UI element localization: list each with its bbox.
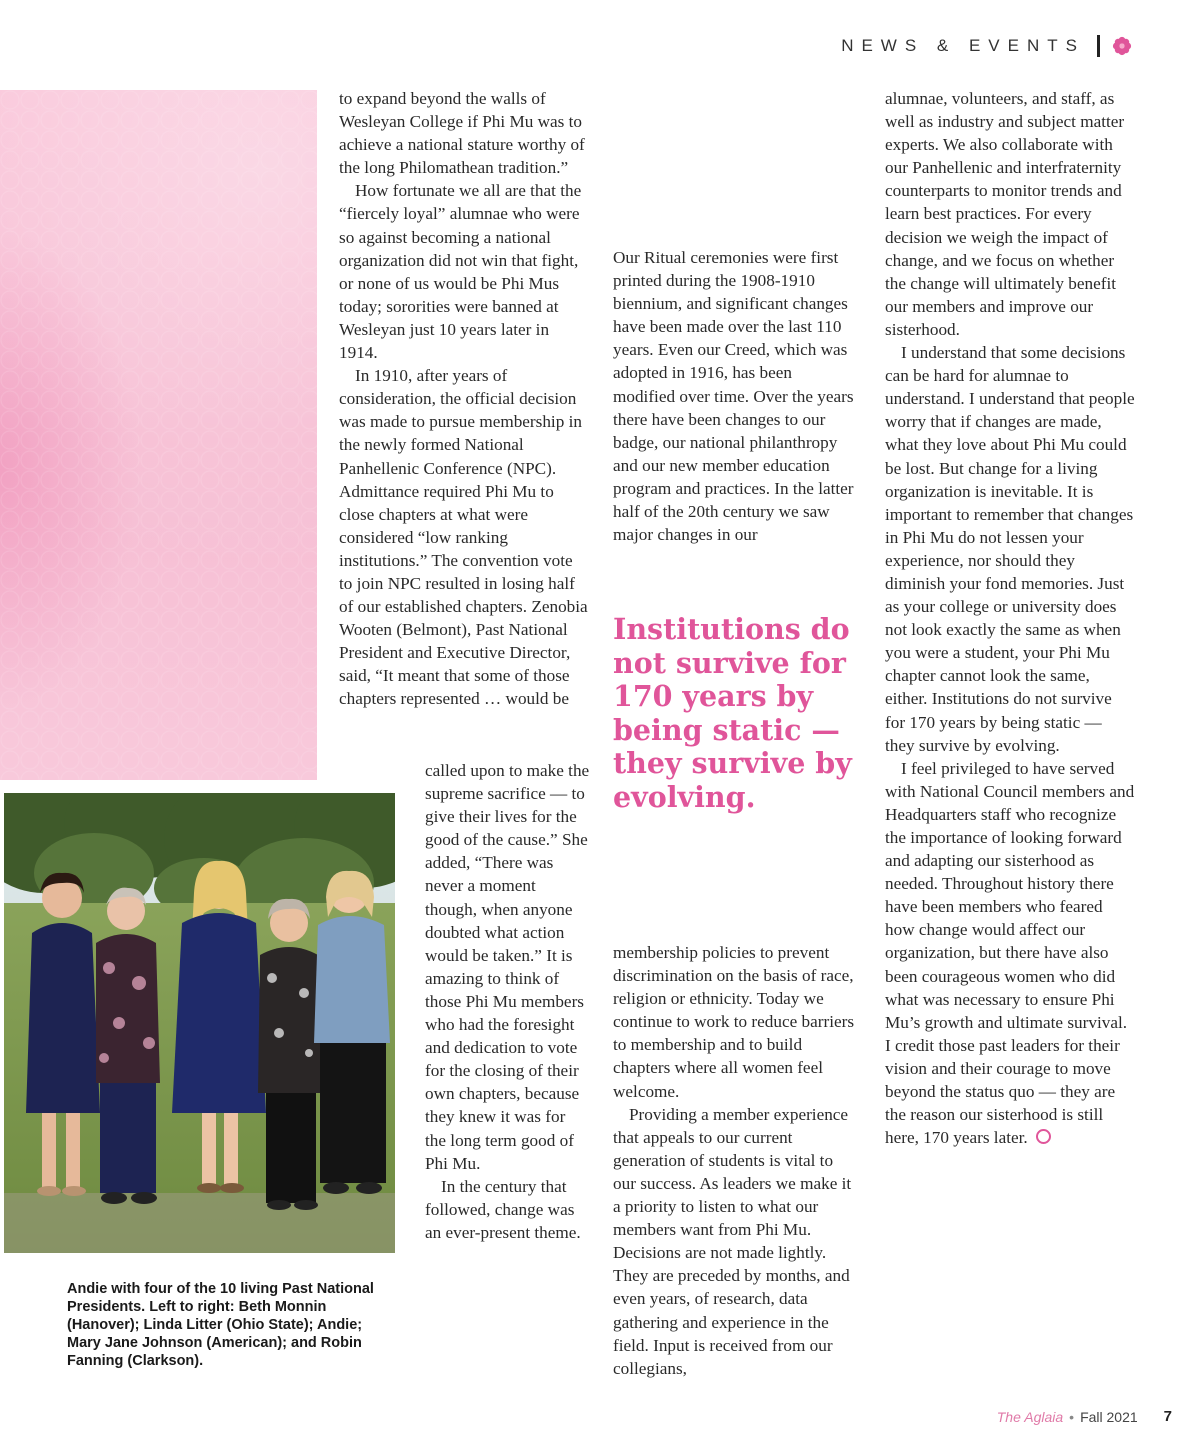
pull-quote: Institutions do not survive for 170 years by being static — they survive by evolving. [613, 612, 852, 814]
paragraph: I understand that some decisions can be hard for alumnae to understand. I understand that people worry that if changes are made, what they love about Phi Mu could be lost. But change for a living organization is inevitable. It is important to remember that changes in Phi Mu do not lessen your experience, nor should they diminish your fond memories. Just as your college or university does not look exactly the same as when you were a student, your Phi Mu chapter cannot look the same, either. Institutions do not survive for 170 years by being static — they survive by evolving. [885, 343, 1135, 755]
section-header [841, 34, 1132, 58]
paragraph-final [885, 757, 1135, 1150]
paragraph: Our Ritual ceremonies were first printed during the 1908-1910 biennium, and significant changes have been made over the last 110 years. Even our Creed, which was adopted in 1916, has been modified over time. Over the years there have been changes to our badge, our national philanthropy and our new member education program and practices. In the latter half of the 20th century we saw major changes in our [613, 248, 854, 545]
page-footer [997, 1408, 1172, 1425]
photo-caption: Andie with four of the 10 living Past National Presidents. Left to right: Beth Monnin (Hanover); Linda Litter (Ohio State); Andie; Mary Jane Johnson (American); and Robin Fanning (Clarkson). [67, 1281, 374, 1369]
article-column-3 [885, 87, 1135, 1149]
page-number: 7 [1163, 1408, 1172, 1425]
paragraph: In the century that followed, change was an ever-present theme. [425, 1176, 581, 1242]
footer-separator: • [1069, 1408, 1075, 1425]
paragraph: Providing a member experience that appeals to our current generation of students is vital to our success. As leaders we make it a priority to listen to what our members want from Phi Mu. Decisions are not made lightly. They are preceded by months, and even years, of research, data gathering and experience in the field. Input is received from our collegians, [613, 1104, 852, 1378]
decorative-pink-panel [0, 90, 317, 780]
group-photo [4, 793, 395, 1253]
article-column-1-top [339, 87, 589, 711]
paragraph: membership policies to prevent discrimination on the basis of race, religion or ethnicity. Today we continue to work to reduce barriers to membership and to build chapters where all women feel welcome. [613, 943, 855, 1101]
paragraph: called upon to make the supreme sacrifice — to give their lives for the good of the cause.” She added, “There was never a moment though, when anyone doubted what action would be taken.” It is amazing to think of those Phi Mu members who had the foresight and dedication to vote for the closing of their own chapters, because they knew it was for the long term good of Phi Mu. [425, 761, 590, 1173]
paragraph: alumnae, volunteers, and staff, as well as industry and subject matter experts. We also collaborate with our Panhellenic and interfraternity counterparts to monitor trends and learn best practices. For every decision we weigh the impact of change, and we focus on whether the change will ultimately benefit our members and improve our sisterhood. [885, 89, 1125, 339]
paragraph: In 1910, after years of consideration, the official decision was made to pursue membership in the newly formed National Panhellenic Conference (NPC). Admittance required Phi Mu to close chapters at what were considered “low ranking institutions.” The convention vote to join NPC resulted in losing half of our established chapters. Zenobia Wooten (Belmont), Past National President and Executive Director, said, “It meant that some of those chapters represented … would be [339, 366, 588, 709]
magazine-name: The Aglaia [996, 1408, 1064, 1425]
article-column-2-top [613, 246, 858, 546]
header-divider [1097, 35, 1100, 57]
flower-icon [1112, 36, 1132, 56]
section-title: NEWS & EVENTS [841, 36, 1085, 55]
paragraph-text: I feel privileged to have served with National Council members and Headquarters staff who recognize the importance of looking forward and adapting our sisterhood as needed. Throughout history there have been members who feared how change would affect our organization, but there have also been courageous women who did what was necessary to ensure Phi Mu’s growth and ultimate survival. I credit those past leaders for their vision and their courage to move beyond the status quo — they are the reason our sisterhood is still here, 170 years later. [885, 758, 1135, 1148]
paragraph: How fortunate we all are that the “fiercely loyal” alumnae who were so against becoming a national organization did not win that fight, or none of us would be Phi Mus today; sororities were banned at Wesleyan just 10 years later in 1914. [339, 181, 582, 363]
article-column-1-bottom [425, 759, 590, 1244]
article-column-2-bottom [613, 941, 858, 1380]
issue-label: Fall 2021 [1080, 1408, 1138, 1425]
paragraph: to expand beyond the walls of Wesleyan College if Phi Mu was to achieve a national stature worthy of the long Philomathean tradition.” [339, 89, 585, 178]
end-mark-icon [1036, 1129, 1051, 1144]
